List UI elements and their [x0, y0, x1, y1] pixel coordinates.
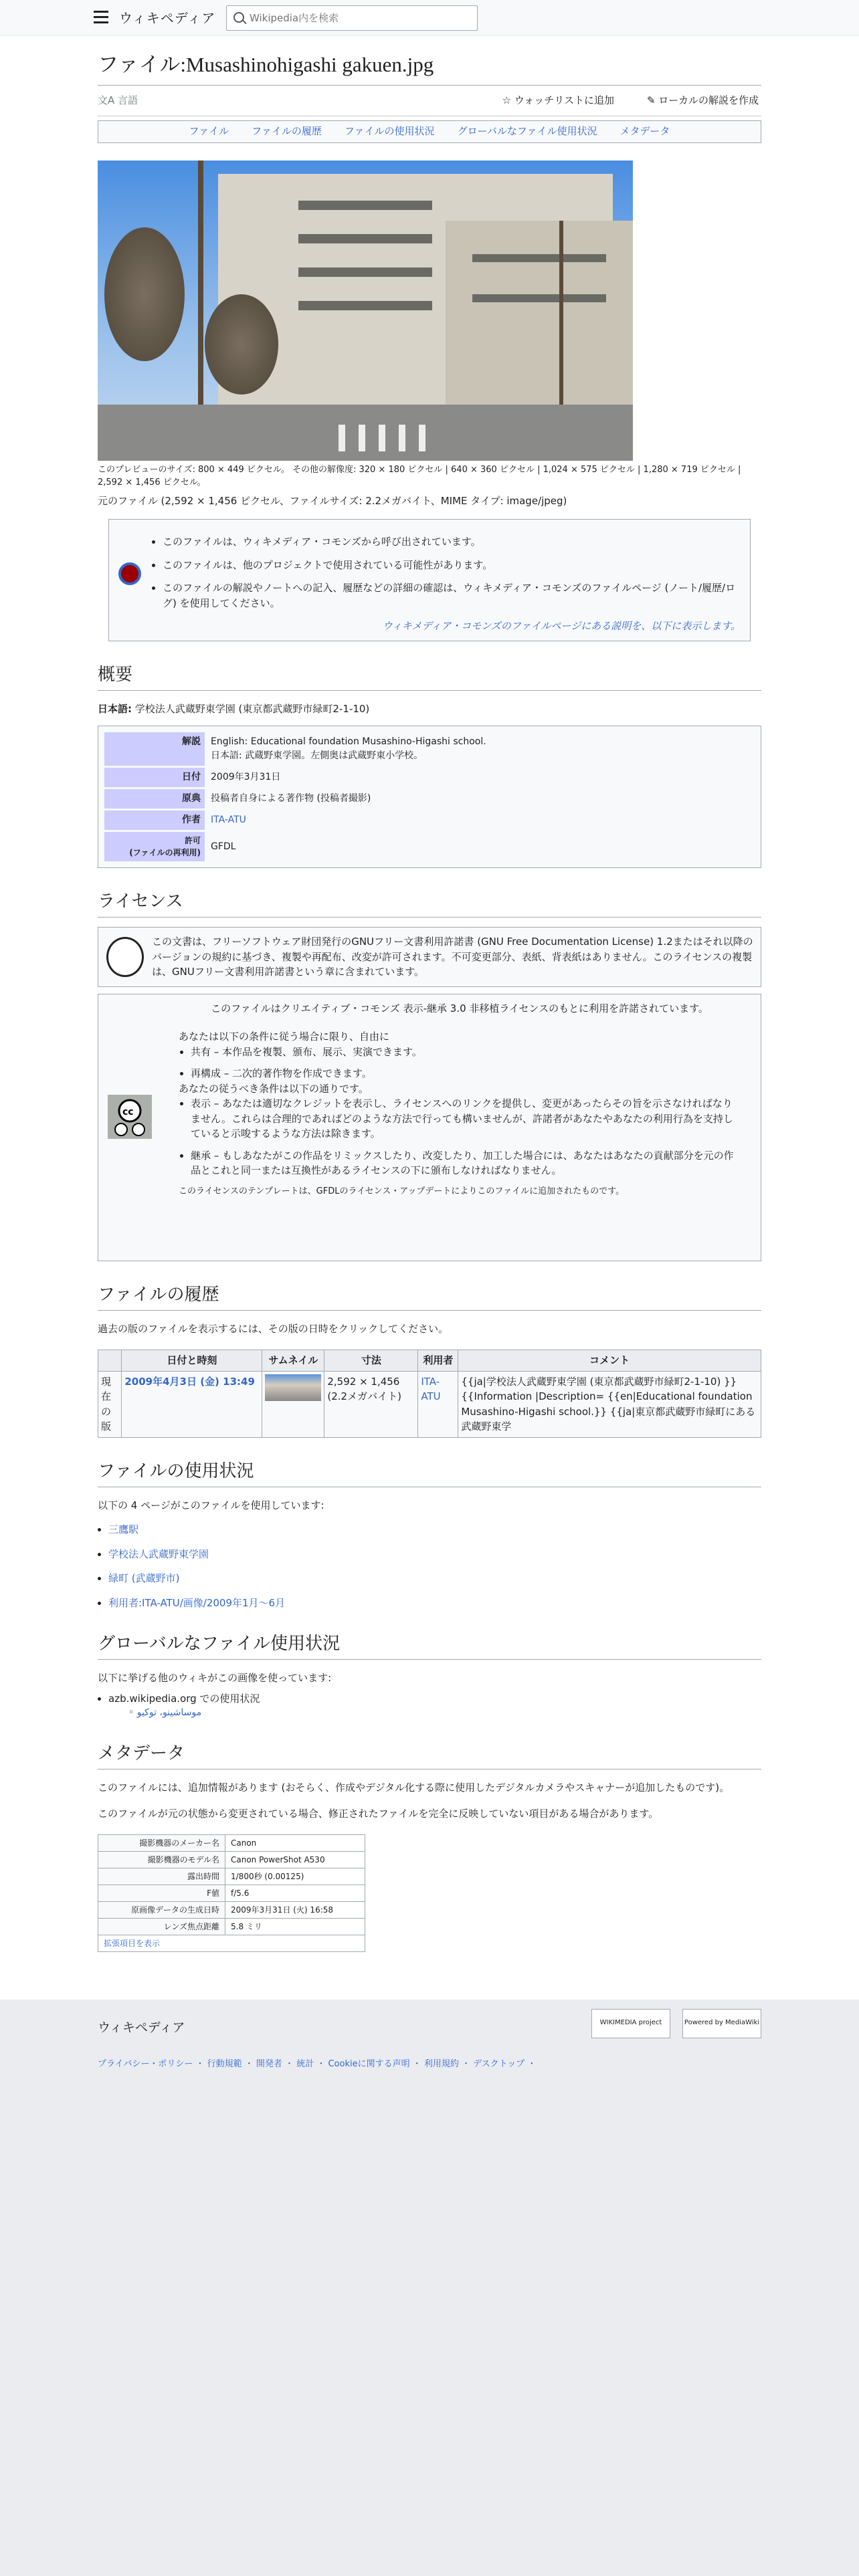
search-icon	[233, 12, 244, 23]
information-table	[98, 726, 761, 868]
footer-link[interactable]: プライバシー・ポリシー	[98, 2058, 193, 2069]
svg-text:cc: cc	[122, 1106, 134, 1117]
tab-metadata[interactable]: メタデータ	[619, 125, 670, 138]
site-logo[interactable]: ウィキペディア	[119, 10, 216, 26]
table-row	[98, 1868, 365, 1885]
language-button[interactable]	[98, 93, 138, 108]
metadata-table	[98, 1834, 365, 1952]
footer-links: プライバシー・ポリシー ・ 行動規範 ・ 開発者 ・ 統計 ・ Cookieに関する声明 ・ 利用規約 ・ デスクトップ ・	[98, 2058, 537, 2069]
list-item: • このファイルは、ウィキメディア・コモンズから呼び出されています。	[163, 534, 741, 550]
meta-key: レンズ焦点距離	[98, 1919, 225, 1935]
watch-label: ウォッチリストに追加	[514, 94, 614, 106]
col-header: 利用者	[418, 1350, 458, 1372]
usage-link[interactable]: 利用者:ITA-ATU/画像/2009年1月〜6月	[108, 1596, 286, 1609]
commons-logo-icon	[118, 562, 141, 585]
header	[0, 0, 859, 36]
version-user-link[interactable]: ITA-ATU	[418, 1371, 458, 1437]
meta-value: f/5.6	[225, 1885, 365, 1902]
section-global-heading: グローバルなファイル使用状況	[98, 1630, 761, 1660]
meta-key: 露出時間	[98, 1868, 225, 1885]
history-intro: 過去の版のファイルを表示するには、その版の日時をクリックしてください。	[98, 1322, 449, 1335]
col-header: 寸法	[324, 1350, 418, 1372]
info-value: GFDL	[211, 841, 236, 852]
pencil-icon: ✎	[646, 94, 656, 106]
cc-remix: • 再構成 – 二次的著作物を作成できます。	[191, 1066, 741, 1081]
version-dimensions: 2,592 × 1,456 (2.2メガバイト)	[324, 1371, 418, 1437]
cc-share: • 共有 – 本作品を複製、頒布、展示、実演できます。	[191, 1045, 741, 1060]
usage-link[interactable]: 緑町 (武蔵野市)	[108, 1572, 180, 1584]
info-value: English: Educational foundation Musashino-Higashi school. 日本語: 武蔵野東学園。左側奥は武蔵野東小学校。	[211, 736, 486, 761]
search-box[interactable]	[226, 5, 478, 31]
tab-global-usage[interactable]: グローバルなファイル使用状況	[457, 125, 597, 138]
info-key: 日付	[104, 768, 205, 787]
main-content	[98, 36, 761, 1952]
commons-notice	[108, 519, 751, 641]
global-intro: 以下に挙げる他のウィキがこの画像を使っています:	[98, 1672, 332, 1684]
author-link[interactable]: ITA-ATU	[211, 815, 246, 825]
gnu-logo-icon	[106, 937, 144, 977]
tab-usage[interactable]: ファイルの使用状況	[344, 125, 435, 138]
footer-link[interactable]: 利用規約	[423, 2058, 459, 2069]
footer-link[interactable]: 統計	[296, 2058, 314, 2069]
col-header: 日付と時刻	[122, 1350, 262, 1372]
meta-value: 1/800秒 (0.00125)	[225, 1868, 365, 1885]
summary-lang-label: 日本語:	[98, 702, 132, 715]
search-input[interactable]	[250, 10, 470, 26]
cc-free: あなたは以下の条件に従う場合に限り、自由に	[179, 1031, 390, 1043]
footer-link[interactable]: デスクトップ	[473, 2058, 525, 2069]
create-description-button[interactable]	[647, 93, 759, 108]
tab-history[interactable]: ファイルの履歴	[252, 125, 322, 138]
col-header	[98, 1350, 122, 1372]
meta-key: 撮影機器のメーカー名	[98, 1835, 225, 1852]
footer-link[interactable]: 行動規範	[207, 2058, 242, 2069]
usage-intro: 以下の 4 ページがこのファイルを使用しています:	[98, 1499, 324, 1511]
info-key: 作者	[104, 811, 205, 830]
metadata-p2: このファイルが元の状態から変更されている場合、修正されたファイルを完全に反映していない項目がある場合があります。	[98, 1807, 659, 1820]
cc-attribution: • 表示 – あなたは適切なクレジットを表示し、ライセンスへのリンクを提供し、変更があったらその旨を示さなければなりません。これらは合理的であればどのような方法で行っても構いませんが、許諾者があなたやあなたの利用行為を支持していると示唆するような方法は除きます。	[191, 1096, 741, 1142]
info-key: 解説	[104, 732, 205, 766]
meta-value: 5.8 ミリ	[225, 1919, 365, 1935]
list-item: • このファイルは、他のプロジェクトで使用されている可能性があります。	[163, 558, 741, 573]
table-row	[98, 1902, 365, 1919]
list-bullet-icon: ◦	[128, 1707, 137, 1718]
cc-share-alike: • 継承 – もしあなたがこの作品をリミックスしたり、改変したり、加工した場合には、あなたはあなたの貢献部分を元の作品とこれと同一または互換性があるライセンスの下に頒布しなければなりません。	[191, 1148, 741, 1178]
version-state: 現在の版	[98, 1371, 122, 1437]
version-thumbnail[interactable]	[265, 1374, 321, 1401]
table-row	[98, 1919, 365, 1935]
section-usage-heading: ファイルの使用状況	[98, 1458, 761, 1487]
wikimedia-badge[interactable]: WIKIMEDIA project	[591, 2009, 670, 2038]
create-label: ローカルの解説を作成	[658, 94, 759, 106]
gfdl-text: この文書は、フリーソフトウェア財団発行のGNUフリー文書利用許諾書 (GNU Free Documentation License) 1.2またはそれ以降のバージョンの規約に基づき、複製や再配布、改変が許可されます。不可変更部分、表紙、背表紙はありません。このライセンスの複製は、GNUフリー文書利用許諾書という章に含まれています。	[152, 936, 753, 978]
cc-logo-icon	[108, 1095, 152, 1139]
watch-button[interactable]	[502, 93, 614, 108]
page-title: ファイル:Musashinohigashi gakuen.jpg	[98, 49, 761, 86]
preview-size-text: このプレビューのサイズ: 800 × 449 ピクセル。 その他の解像度: 320 × 180 ピクセル | 640 × 360 ピクセル | 1,024 × 575 ピクセル | 1,280 × 719 ピクセル | 2,592 × 1,456 ピクセル。	[98, 464, 741, 488]
meta-value: Canon	[225, 1835, 365, 1852]
table-row	[98, 1371, 761, 1437]
version-date-link[interactable]: 2009年4月3日 (金) 13:49	[124, 1375, 255, 1388]
meta-value: 2009年3月31日 (火) 16:58	[225, 1902, 365, 1919]
footer-link[interactable]: Cookieに関する声明	[328, 2058, 410, 2069]
metadata-p1: このファイルには、追加情報があります (おそらく、作成やデジタル化する際に使用したデジタルカメラやスキャナーが追加したものです)。	[98, 1782, 730, 1794]
footer	[98, 2018, 761, 2070]
global-page-link[interactable]: موساشینو، توکیو	[136, 1707, 202, 1718]
info-value: 2009年3月31日	[211, 772, 281, 782]
file-tabs	[98, 120, 761, 143]
summary-line	[98, 702, 761, 717]
table-row	[98, 1852, 365, 1868]
version-comment: {{ja|学校法人武蔵野東学園 (東京都武蔵野市緑町2-1-10) }} {{Information |Description= {{en|Educational foundation Musashino-Higashi school.}} {{ja|東京都武蔵野市緑町にある武蔵野東学	[458, 1371, 761, 1437]
cc-note: このライセンスのテンプレートは、GFDLのライセンス・アップデートによりこのファイルに追加されたものです。	[179, 1186, 625, 1196]
cc-license-box	[98, 994, 761, 1261]
usage-list	[98, 1522, 761, 1610]
info-key: 原典	[104, 789, 205, 809]
list-item: • このファイルの解説やノートへの記入、履歴などの詳細の確認は、ウィキメディア・コモンズのファイルページ (ノート/履歴/ログ) を使用してください。	[163, 580, 741, 611]
footer-link[interactable]: 開発者	[256, 2058, 282, 2069]
meta-value: Canon PowerShot A530	[225, 1852, 365, 1868]
info-key: 許可 (ファイルの再利用)	[104, 832, 205, 861]
expand-metadata-link[interactable]: 拡張項目を表示	[98, 1935, 365, 1952]
tab-file[interactable]: ファイル	[189, 125, 229, 138]
file-preview-image[interactable]	[98, 160, 633, 461]
usage-link[interactable]: 学校法人武蔵野東学園	[108, 1547, 209, 1560]
section-license-heading: ライセンス	[98, 888, 761, 918]
footer-logo: ウィキペディア	[98, 2020, 185, 2035]
table-row	[98, 1835, 365, 1852]
page-toolbar	[98, 86, 761, 116]
summary-text: 学校法人武蔵野東学園 (東京都武蔵野市緑町2-1-10)	[134, 702, 370, 715]
global-wiki: • azb.wikipedia.org での使用状況	[108, 1691, 761, 1707]
menu-icon[interactable]	[94, 11, 108, 24]
mediawiki-badge[interactable]: Powered by MediaWiki	[682, 2009, 761, 2038]
section-history-heading: ファイルの履歴	[98, 1281, 761, 1311]
translate-icon: 文A	[98, 94, 115, 106]
gfdl-box	[98, 927, 761, 987]
commons-description-link[interactable]: ウィキメディア・コモンズのファイルページにある説明を、以下に表示します。	[382, 620, 741, 632]
meta-key: 撮影機器のモデル名	[98, 1852, 225, 1868]
meta-key: F値	[98, 1885, 225, 1902]
language-label: 言語	[118, 94, 138, 106]
col-header: サムネイル	[262, 1350, 324, 1372]
usage-link[interactable]: 三鷹駅	[108, 1523, 139, 1535]
cc-conditions: あなたの従うべき条件は以下の通りです。	[179, 1082, 369, 1095]
info-value: 投稿者自身による著作物 (投稿者撮影)	[211, 793, 371, 804]
global-list	[98, 1691, 761, 1707]
history-table	[98, 1350, 761, 1438]
table-row	[98, 1885, 365, 1902]
star-icon: ☆	[502, 94, 512, 106]
section-metadata-heading: メタデータ	[98, 1740, 761, 1769]
section-summary-heading: 概要	[98, 661, 761, 691]
original-file-link[interactable]: 元のファイル (2,592 × 1,456 ピクセル、ファイルサイズ: 2.2メガバイト、MIME タイプ: image/jpeg)	[98, 494, 567, 507]
meta-key: 原画像データの生成日時	[98, 1902, 225, 1919]
col-header: コメント	[458, 1350, 761, 1372]
cc-intro: このファイルはクリエイティブ・コモンズ 表示-継承 3.0 非移植ライセンスのもとに利用を許諾されています。	[211, 1002, 708, 1014]
